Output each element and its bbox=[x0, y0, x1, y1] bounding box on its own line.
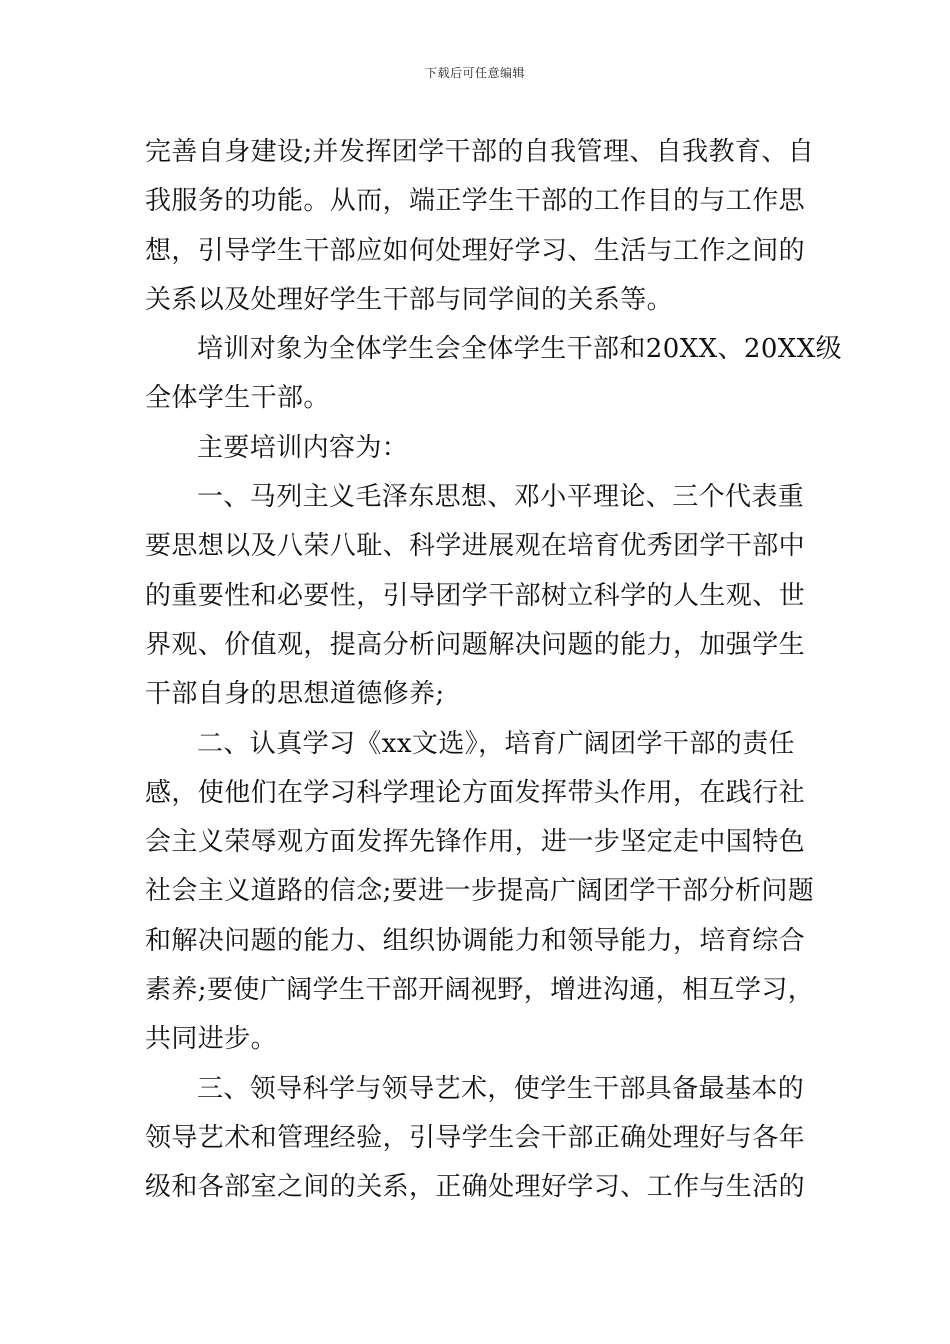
paragraph-item-one bbox=[145, 473, 807, 719]
text-line: 想，引导学生干部应如何处理好学习、生活与工作之间的 bbox=[145, 235, 806, 266]
text-line: 和解决问题的能力、组织协调能力和领导能力，培育综合 bbox=[145, 925, 806, 956]
text-line: 共同进步。 bbox=[145, 1024, 278, 1055]
page-header: 下载后可任意编辑 bbox=[424, 66, 525, 80]
text-line: 社会主义道路的信念;要进一步提高广阔团学干部分析问题 bbox=[145, 876, 815, 907]
paragraph-item-two bbox=[145, 720, 815, 1065]
text-line: 培训对象为全体学生会全体学生干部和20XX、20XX级 bbox=[197, 334, 843, 365]
text-line: 界观、价值观，提高分析问题解决问题的能力，加强学生 bbox=[145, 629, 806, 660]
text-line: 三、领导科学与领导艺术，使学生干部具备最基本的 bbox=[197, 1073, 805, 1104]
text-line: 主要培训内容为： bbox=[197, 432, 409, 463]
text-line: 领导艺术和管理经验，引导学生会干部正确处理好与各年 bbox=[145, 1122, 806, 1153]
text-line: 一、马列主义毛泽东思想、邓小平理论、三个代表重 bbox=[197, 482, 805, 513]
document-body bbox=[145, 128, 843, 1213]
text-line: 全体学生干部。 bbox=[145, 383, 330, 414]
text-line: 我服务的功能。从而，端正学生干部的工作目的与工作思 bbox=[145, 186, 806, 217]
text-line: 素养;要使广阔学生干部开阔视野，增进沟通，相互学习， bbox=[145, 975, 815, 1006]
text-line: 感，使他们在学习科学理论方面发挥带头作用，在践行社 bbox=[145, 777, 806, 808]
text-line: 会主义荣辱观方面发挥先锋作用，进一步坚定走中国特色 bbox=[145, 827, 806, 858]
paragraph-item-three bbox=[145, 1065, 807, 1213]
text-line: 干部自身的思想道德修养; bbox=[145, 679, 445, 710]
text-line: 关系以及处理好学生干部与同学间的关系等。 bbox=[145, 284, 674, 315]
paragraph-content-heading bbox=[145, 424, 807, 473]
text-line: 二、认真学习《xx文选》，培育广阔团学干部的责任 bbox=[197, 728, 795, 759]
text-line: 要思想以及八荣八耻、科学进展观在培育优秀团学干部中 bbox=[145, 531, 806, 562]
paragraph-purpose bbox=[145, 128, 815, 325]
paragraph-training-audience bbox=[145, 325, 843, 424]
text-line: 级和各部室之间的关系，正确处理好学习、工作与生活的 bbox=[145, 1172, 806, 1203]
text-line: 完善自身建设;并发挥团学干部的自我管理、自我教育、自 bbox=[145, 137, 815, 167]
text-line: 的重要性和必要性，引导团学干部树立科学的人生观、世 bbox=[145, 580, 806, 611]
